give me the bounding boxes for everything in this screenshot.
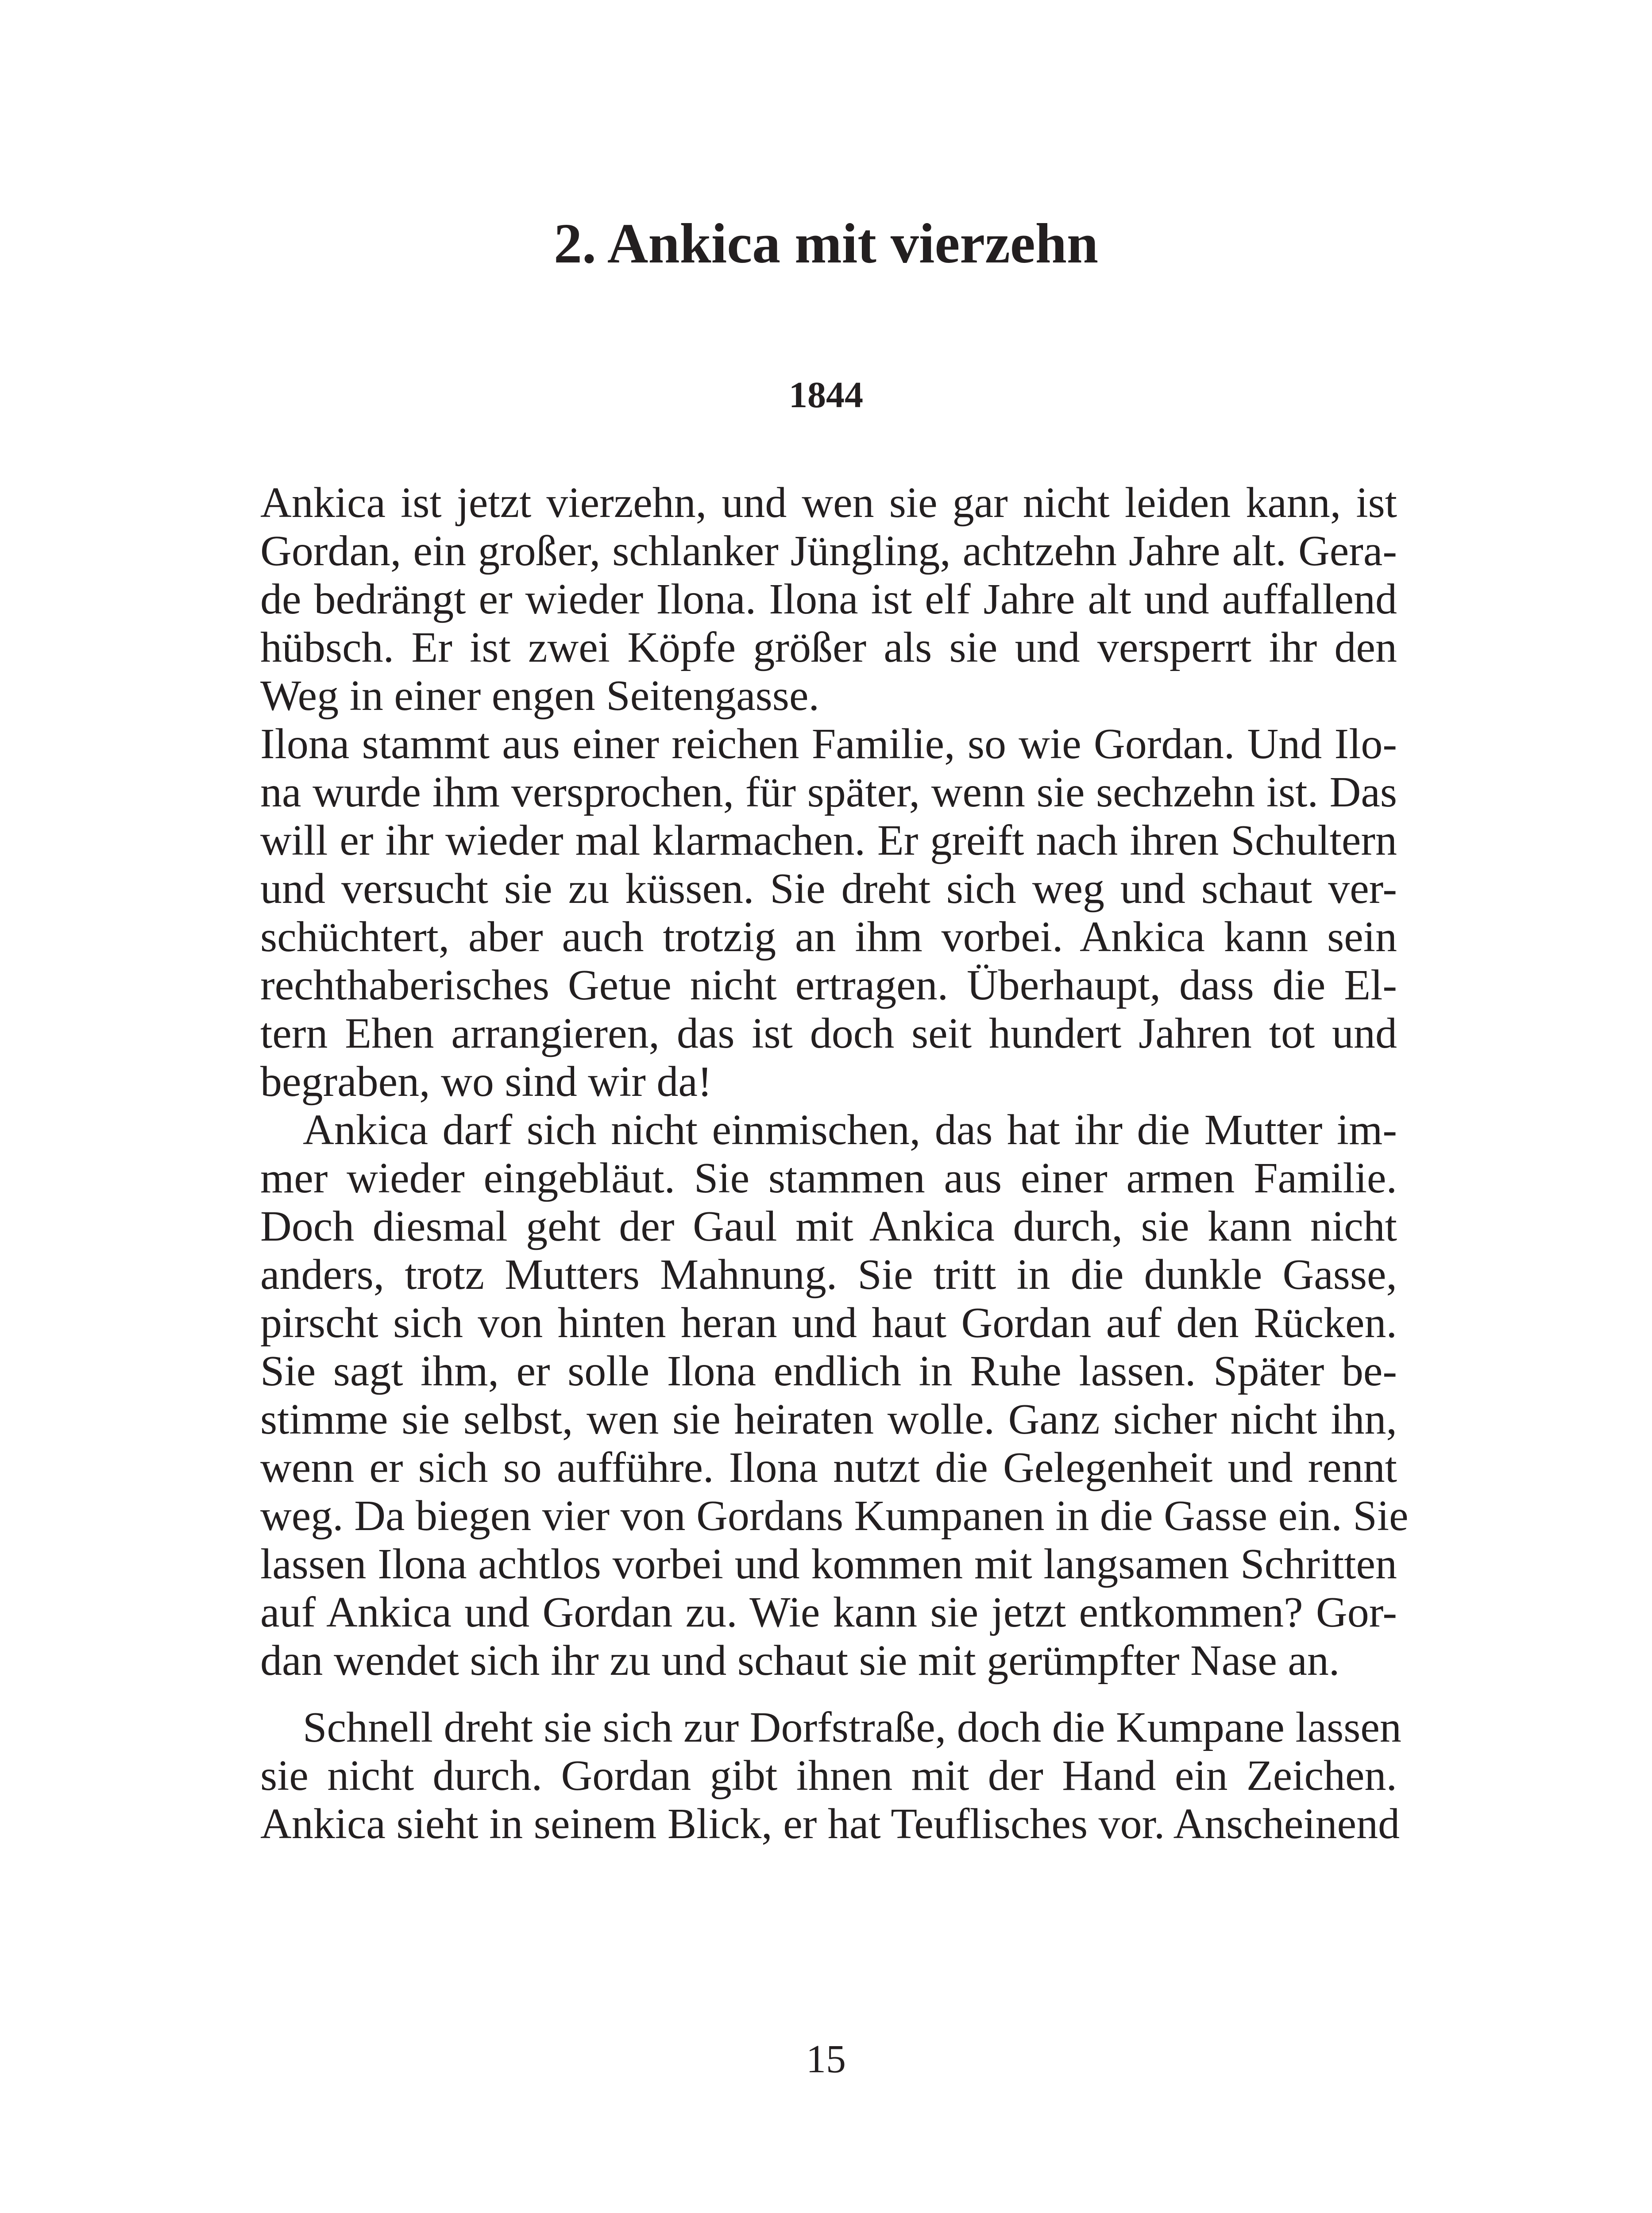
text-line: Schnell dreht sie sich zur Dorfstraße, doch die Kumpane lassen — [303, 1704, 1401, 1751]
text-line: auf Ankica und Gordan zu. Wie kann sie jetzt entkommen? Gor- — [260, 1588, 1397, 1636]
year-heading: 1844 — [789, 374, 863, 416]
text-line: tern Ehen arrangieren, das ist doch seit hundert Jahren tot und — [260, 1010, 1397, 1057]
text-line: Ankica darf sich nicht einmischen, das hat ihr die Mutter im- — [303, 1106, 1397, 1154]
text-line: Ankica sieht in seinem Blick, er hat Teuflisches vor. Anscheinend — [260, 1800, 1400, 1848]
text-line: Gordan, ein großer, schlanker Jüngling, achtzehn Jahre alt. Gera- — [260, 527, 1397, 575]
chapter-title: 2. Ankica mit vierzehn — [553, 212, 1099, 275]
paragraph — [260, 479, 1397, 720]
text-line: stimme sie selbst, wen sie heiraten wolle. Ganz sicher nicht ihn, — [260, 1396, 1397, 1443]
paragraph — [260, 1704, 1401, 1848]
text-line: pirscht sich von hinten heran und haut Gordan auf den Rücken. — [260, 1299, 1397, 1347]
text-line: Ilona stammt aus einer reichen Familie, so wie Gordan. Und Ilo- — [260, 720, 1397, 768]
text-line: mer wieder eingebläut. Sie stammen aus einer armen Familie. — [260, 1154, 1397, 1202]
paragraph-gap — [260, 1685, 1397, 1704]
text-line: sie nicht durch. Gordan gibt ihnen mit der Hand ein Zeichen. — [260, 1752, 1397, 1800]
text-line: begraben, wo sind wir da! — [260, 1058, 712, 1106]
text-line: de bedrängt er wieder Ilona. Ilona ist elf Jahre alt und auffallend — [260, 575, 1397, 623]
text-line: rechthaberisches Getue nicht ertragen. Überhaupt, dass die El- — [260, 961, 1397, 1009]
text-line: na wurde ihm versprochen, für später, wenn sie sechzehn ist. Das — [260, 768, 1397, 816]
body-text — [260, 479, 1409, 1848]
text-line: lassen Ilona achtlos vorbei und kommen mit langsamen Schritten — [260, 1540, 1397, 1588]
paragraph — [260, 1106, 1409, 1685]
text-line: Ankica ist jetzt vierzehn, und wen sie gar nicht leiden kann, ist — [260, 479, 1397, 527]
text-line: Sie sagt ihm, er solle Ilona endlich in Ruhe lassen. Später be- — [260, 1347, 1397, 1395]
text-line: anders, trotz Mutters Mahnung. Sie tritt in die dunkle Gasse, — [260, 1251, 1397, 1299]
page-number: 15 — [806, 2037, 846, 2081]
text-line: Doch diesmal geht der Gaul mit Ankica durch, sie kann nicht — [260, 1203, 1397, 1250]
text-line: weg. Da biegen vier von Gordans Kumpanen in die Gasse ein. Sie — [260, 1492, 1409, 1540]
text-line: will er ihr wieder mal klarmachen. Er greift nach ihren Schultern — [260, 817, 1397, 864]
text-line: schüchtert, aber auch trotzig an ihm vorbei. Ankica kann sein — [260, 913, 1397, 961]
text-line: dan wendet sich ihr zu und schaut sie mit gerümpfter Nase an. — [260, 1637, 1340, 1685]
text-line: hübsch. Er ist zwei Köpfe größer als sie und versperrt ihr den — [260, 624, 1397, 671]
paragraph — [260, 720, 1397, 1106]
text-line: wenn er sich so aufführe. Ilona nutzt die Gelegenheit und rennt — [260, 1444, 1397, 1492]
text-line: Weg in einer engen Seitengasse. — [260, 672, 819, 720]
text-line: und versucht sie zu küssen. Sie dreht sich weg und schaut ver- — [260, 865, 1397, 913]
